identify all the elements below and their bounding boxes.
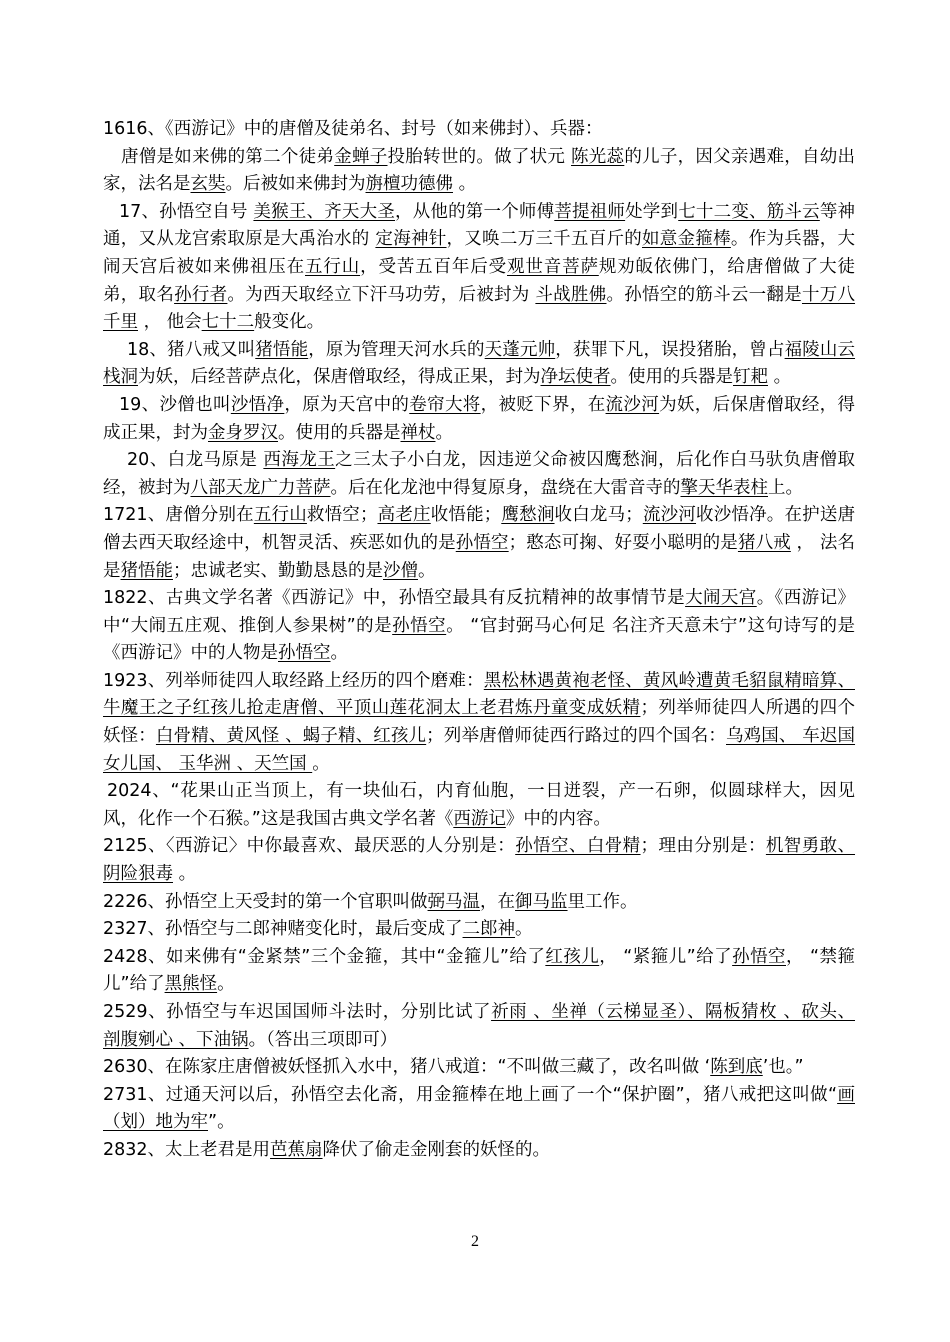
answer-blank: 玄奘 xyxy=(190,174,226,195)
question-text: ；忠诚老实、勤勤恳恳的是 xyxy=(173,560,383,581)
question-paragraph xyxy=(103,944,855,999)
answer-blank: 西游记 xyxy=(453,808,506,829)
answer-blank: 红孩儿 xyxy=(545,946,600,967)
answer-blank: 乌鸡国、 车迟国女儿国、 玉华洲 、天竺国 xyxy=(103,726,856,774)
answer-blank: 陈光蕊 xyxy=(571,146,625,167)
question-text: ，受苦五百年后受 xyxy=(360,256,507,277)
question-text: 收悟能； xyxy=(430,505,502,526)
question-text: 投胎转世的。做了状元 xyxy=(387,146,572,167)
question-paragraph xyxy=(103,337,855,392)
answer-blank: 流沙河 xyxy=(605,394,660,415)
answer-blank: 卷帘大将 xyxy=(409,394,481,415)
question-text: 。 xyxy=(435,422,453,443)
question-text: 。后被如来佛封为 xyxy=(225,174,366,195)
question-text: 。 xyxy=(312,753,330,774)
question-text: 。 “官封弼马心何足 名注齐天意未宁”这句诗写的是《西游记》中的人物是 xyxy=(103,615,855,664)
answer-blank: 十万八千里 xyxy=(103,284,856,333)
question-paragraph xyxy=(103,1082,855,1137)
answer-blank: 机智勇敢、阴险狠毒 xyxy=(103,836,856,885)
question-text: 2327、孙悟空与二郎神赌变化时，最后变成了 xyxy=(103,919,463,940)
question-text: 。使用的兵器是 xyxy=(610,367,733,388)
answer-blank: 菩提祖师 xyxy=(554,201,626,222)
question-text: ，原为天宫中的 xyxy=(284,394,410,415)
question-text: 2529、孙悟空与车迟国国师斗法时，分别比试了 xyxy=(103,1002,492,1022)
question-text: ，在 xyxy=(480,891,516,912)
question-text: 般变化。 xyxy=(254,312,325,333)
question-text: 。《西游记》中“大闹五庄观、推倒人参果树”的是 xyxy=(103,588,855,636)
question-text: 2428、如来佛有“金紧禁”三个金箍，其中“金箍儿”给了 xyxy=(103,946,546,967)
answer-blank: 八部天龙广力菩萨 xyxy=(190,477,331,498)
question-text: ，又唤二万三千五百斤的 xyxy=(446,229,643,250)
question-text: 为妖，后保唐僧取经，得成正果，封为 xyxy=(103,394,856,443)
question-paragraph xyxy=(103,116,855,144)
question-text: 2125、〈西游记〉中你最喜欢、最厌恶的人分别是： xyxy=(103,836,516,857)
question-text: 。 xyxy=(418,560,436,581)
question-text: 里工作。 xyxy=(567,891,638,912)
question-text: ， 法名是 xyxy=(103,532,856,581)
question-paragraph xyxy=(103,1137,855,1165)
answer-blank: 擎天华表柱 xyxy=(680,477,768,498)
answer-blank: 西海龙王 xyxy=(263,450,336,471)
question-paragraph xyxy=(103,585,855,668)
answer-blank: 福陵山云栈洞 xyxy=(103,339,856,388)
document-body xyxy=(103,116,855,1165)
answer-blank: 猪悟能 xyxy=(120,560,173,581)
answer-blank: 五行山 xyxy=(305,256,361,277)
answer-blank: 孙悟空 xyxy=(455,532,509,553)
question-text: 。孙悟空的筋斗云一翻是 xyxy=(606,284,802,305)
answer-blank: 观世音菩萨 xyxy=(507,256,599,277)
answer-blank: 旃檀功德佛 xyxy=(365,174,453,195)
question-paragraph xyxy=(103,144,855,199)
question-text: 》中的内容。 xyxy=(505,808,611,829)
answer-blank: 孙悟空 xyxy=(732,946,786,967)
answer-blank: 五行山 xyxy=(253,505,307,526)
question-text: ；憨态可掬、好耍小聪明的是 xyxy=(508,532,738,553)
answer-blank: 陈到底 xyxy=(710,1057,763,1078)
answer-blank: 鹰愁涧 xyxy=(501,505,555,526)
answer-blank: 孙悟空 xyxy=(392,615,447,636)
question-text: 等神通，又从龙宫索取原是大禹治水的 xyxy=(103,201,856,250)
answer-blank: 孙行者 xyxy=(174,284,228,305)
question-text: ， 他会 xyxy=(138,312,202,333)
answer-blank: 芭蕉扇 xyxy=(270,1139,323,1160)
answer-blank: 天蓬元帅 xyxy=(484,339,556,360)
question-paragraph xyxy=(103,392,855,447)
answer-blank: 黑松林遇黄袍老怪、黄风岭遭黄毛貂鼠精暗算、牛魔王之子红孩儿抢走唐僧、平顶山莲花洞太上老君炼丹童变成妖精 xyxy=(103,670,855,719)
answer-blank: 金蝉子 xyxy=(334,146,388,167)
question-text: ， “紧箍儿”给了 xyxy=(599,946,733,967)
question-text: 收沙悟净。在护送唐僧去西天取经途中，机智灵活、疾恶如仇的是 xyxy=(103,505,856,553)
question-text: 1923、列举师徒四人取经路上经历的四个磨难： xyxy=(103,670,484,691)
question-paragraph xyxy=(103,199,855,337)
question-text: 18、猪八戒又叫 xyxy=(127,339,256,360)
answer-blank: 沙僧 xyxy=(383,560,418,581)
answer-blank: 黑熊怪 xyxy=(164,974,218,995)
answer-blank: 祈雨 、坐禅（云梯显圣）、隔板猜枚 、砍头、 剖腹剜心 、下油锅 xyxy=(103,1002,856,1050)
question-paragraph xyxy=(103,668,855,778)
question-text: ；列举师徒四人所遇的四个妖怪： xyxy=(103,698,855,747)
answer-blank: 美猴王、齐天大圣 xyxy=(253,201,396,222)
question-text: 1616、《西游记》中的唐僧及徒弟名、封号（如来佛封）、兵器： xyxy=(103,119,603,139)
question-text: 。（答出三项即可） xyxy=(248,1029,398,1050)
answer-blank: 沙悟净 xyxy=(230,394,285,415)
page-number: 2 xyxy=(471,1233,479,1250)
question-text: ， “禁箍儿”给了 xyxy=(103,946,855,995)
question-text: 之三太子小白龙，因违逆父命被囚鹰愁涧，后化作白马驮负唐僧取经，被封为 xyxy=(103,450,855,498)
question-text: 2630、在陈家庄唐僧被妖怪抓入水中，猪八戒道：“不叫做三藏了，改名叫做 ‘ xyxy=(103,1057,711,1078)
answer-blank: 二郎神 xyxy=(462,919,516,940)
question-text: ，获罪下凡，误投猪胎，曾占 xyxy=(555,339,785,360)
question-text: 的儿子，因父亲遇难，自幼出家，法名是 xyxy=(103,146,856,195)
question-text: 。 xyxy=(453,174,477,195)
question-text: ，从他的第一个师傅 xyxy=(395,201,555,222)
question-paragraph xyxy=(103,502,855,585)
question-text: 。后在化龙池中得复原身，盘绕在大雷音寺的 xyxy=(330,477,681,498)
answer-blank: 流沙河 xyxy=(642,505,697,526)
question-text: 2226、孙悟空上天受封的第一个官职叫做 xyxy=(103,891,428,912)
question-text: 降伏了偷走金刚套的妖怪的。 xyxy=(322,1139,551,1160)
question-paragraph xyxy=(103,447,855,502)
question-text: ’也。” xyxy=(762,1057,804,1078)
question-text: 。 xyxy=(515,919,533,940)
question-text: ；列举唐僧师徒西行路过的四个国名： xyxy=(426,726,726,747)
question-text: 20、白龙马原是 xyxy=(127,450,264,471)
question-text: 2731、过通天河以后，孙悟空去化斋，用金箍棒在地上画了一个“保护圈”，猪八戒把这叫做“ xyxy=(103,1084,838,1105)
question-text: ”。 xyxy=(208,1112,235,1133)
answer-blank: 孙悟空 xyxy=(278,643,331,664)
question-paragraph xyxy=(103,1054,855,1082)
question-text: 收白龙马； xyxy=(554,505,643,526)
question-text: 唐僧是如来佛的第二个徒弟 xyxy=(121,146,335,167)
answer-blank: 净坛使者 xyxy=(540,367,611,388)
answer-blank: 大闹天宫 xyxy=(685,588,757,609)
question-paragraph xyxy=(103,999,855,1054)
question-paragraph xyxy=(103,889,855,917)
question-text: 。作为兵器，大闹天宫后被如来佛祖压在 xyxy=(103,229,856,277)
question-text: 17、孙悟空自号 xyxy=(119,201,254,222)
question-text: 1721、唐僧分别在 xyxy=(103,505,254,526)
question-text: 上。 xyxy=(768,477,803,498)
answer-blank: 高老庄 xyxy=(377,505,431,526)
answer-blank: 金身罗汉 xyxy=(208,422,278,443)
answer-blank: 孙悟空、白骨精 xyxy=(515,836,641,857)
question-text: 。 xyxy=(330,643,348,664)
question-text: ；理由分别是： xyxy=(640,836,766,857)
question-text: 规劝皈依佛门，给唐僧做了大徒弟，取名 xyxy=(103,256,856,305)
question-text: 1822、古典文学名著《西游记》中，孙悟空最具有反抗精神的故事情节是 xyxy=(103,588,686,609)
answer-blank: 钉耙 xyxy=(733,367,768,388)
answer-blank: 白骨精、黄风怪 、蝎子精、红孩儿 xyxy=(155,726,427,747)
answer-blank: 如意金箍棒 xyxy=(642,229,731,250)
answer-blank: 御马监 xyxy=(515,891,568,912)
question-text: 。 xyxy=(173,864,197,885)
answer-blank: 禅杖 xyxy=(400,422,436,443)
question-text: 2832、太上老君是用 xyxy=(103,1139,271,1160)
answer-blank: 定海神针 xyxy=(375,229,447,250)
question-text: 。为西天取经立下汗马功劳，后被封为 xyxy=(227,284,536,305)
answer-blank: 画（划）地为牢 xyxy=(103,1084,855,1133)
question-text: 。 xyxy=(768,367,792,388)
answer-blank: 猪悟能 xyxy=(255,339,309,360)
question-text: 。 xyxy=(217,974,235,995)
question-text: ，原为管理天河水兵的 xyxy=(308,339,485,360)
question-paragraph xyxy=(103,778,855,833)
answer-blank: 斗战胜佛 xyxy=(535,284,607,305)
answer-blank: 七十二 xyxy=(201,312,255,333)
answer-blank: 弼马温 xyxy=(427,891,481,912)
question-text: 。使用的兵器是 xyxy=(278,422,401,443)
question-paragraph xyxy=(103,833,855,888)
question-text: 处学到 xyxy=(625,201,679,222)
question-text: 为妖，后经菩萨点化，保唐僧取经，得成正果，封为 xyxy=(138,367,541,388)
question-text: 2024、“花果山正当顶上，有一块仙石，内育仙胞，一日迸裂，产一石卵，似圆球样大，因见风，化作一个石猴。”这是我国古典文学名著《 xyxy=(103,781,855,829)
question-text: ，被贬下界，在 xyxy=(480,394,606,415)
question-text: 19、沙僧也叫 xyxy=(119,394,231,415)
question-paragraph xyxy=(103,916,855,944)
question-text: 救悟空； xyxy=(306,505,378,526)
answer-blank: 七十二变、筋斗云 xyxy=(678,201,820,222)
answer-blank: 猪八戒 xyxy=(737,532,791,553)
